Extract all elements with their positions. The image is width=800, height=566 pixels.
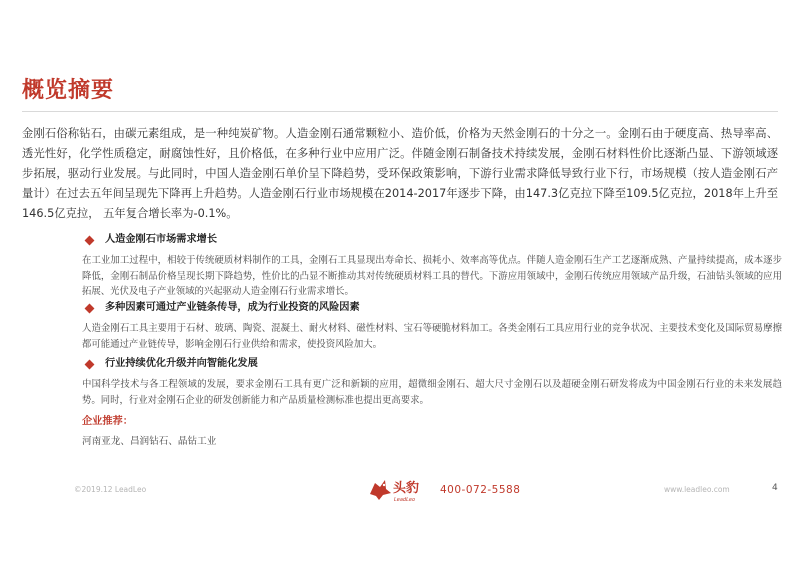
diamond-bullet-icon [85, 235, 95, 245]
section-heading-text: 人造金刚石市场需求增长 [105, 234, 218, 245]
logo-text: 头豹 [393, 481, 420, 496]
section-heading [82, 232, 782, 248]
leadleo-logo [368, 474, 432, 504]
title-divider [22, 111, 778, 112]
section-heading [82, 300, 782, 316]
footer-website: www.leadleo.com [664, 485, 730, 494]
section-demand-growth [82, 232, 782, 300]
intro-paragraph: 金刚石俗称钻石，由碳元素组成，是一种纯炭矿物。人造金刚石通常颗粒小、造价低，价格为天然金刚石的十分之一。金刚石由于硬度高、热导率高、透光性好，化学性质稳定，耐腐蚀性好，且价格低，在多种行业中应用广泛。伴随金刚石制备技术持续发展，金刚石材料性价比逐渐凸显、下游领域逐步拓展，驱动行业发展。与此同时，中国人造金刚石单价呈下降趋势，受环保政策影响，下游行业需求降低导致行业下行，市场规模（按人造金刚石产量计）在过去五年间呈现先下降再上升趋势。人造金刚石行业市场规模在2014-2017年逐步下降，由147.3亿克拉下降至109.5亿克拉，2018年上升至146.5亿克拉， 五年复合增长率为-0.1%。 [22, 127, 778, 220]
page-number: 4 [772, 483, 778, 493]
section-body: 人造金刚石工具主要用于石材、玻璃、陶瓷、混凝土、耐火材料、磁性材料、宝石等硬脆材料加工。各类金刚石工具应用行业的竞争状况、主要技术变化及国际贸易摩擦都可能通过产业链传导，影响金刚石行业供给和需求，使投资风险加大。 [82, 323, 782, 350]
section-body: 中国科学技术与各工程领域的发展，要求金刚石工具有更广泛和新颖的应用，超微细金刚石、超大尺寸金刚石以及超硬金刚石研发将成为中国金刚石行业的未来发展趋势。同时，行业对金刚石企业的研发创新能力和产品质量检测标准也提出更高要求。 [82, 379, 782, 406]
section-heading [82, 356, 782, 372]
section-heading-text: 多种因素可通过产业链条传导，成为行业投资的风险因素 [105, 302, 360, 313]
section-upgrade-trend [82, 356, 782, 408]
page-title: 概览摘要 [22, 78, 115, 103]
logo-subtext: LeadLeo [394, 497, 416, 503]
section-heading-text: 行业持续优化升级并向智能化发展 [105, 358, 258, 369]
footer-phone: 400-072-5588 [440, 484, 521, 496]
company-recommendation-list: 河南亚龙、昌润钻石、晶钻工业 [82, 436, 217, 447]
company-recommendation-label: 企业推荐： [82, 416, 133, 427]
section-body: 在工业加工过程中，相较于传统硬质材料制作的工具，金刚石工具显现出寿命长、损耗小、效率高等优点。伴随人造金刚石生产工艺逐渐成熟、产量持续提高，成本逐步降低，金刚石制品价格呈现长期下降趋势，性价比的凸显不断推动其对传统硬质材料工具的替代。下游应用领域中，金刚石传统应用领域产品升级，石油钻头领域的应用拓展、光伏及电子产业领域的兴起驱动人造金刚石行业需求增长。 [82, 255, 782, 297]
footer-copyright: ©2019.12 LeadLeo [74, 485, 147, 494]
diamond-bullet-icon [85, 303, 95, 313]
diamond-bullet-icon [85, 359, 95, 369]
section-risk-factors [82, 300, 782, 352]
